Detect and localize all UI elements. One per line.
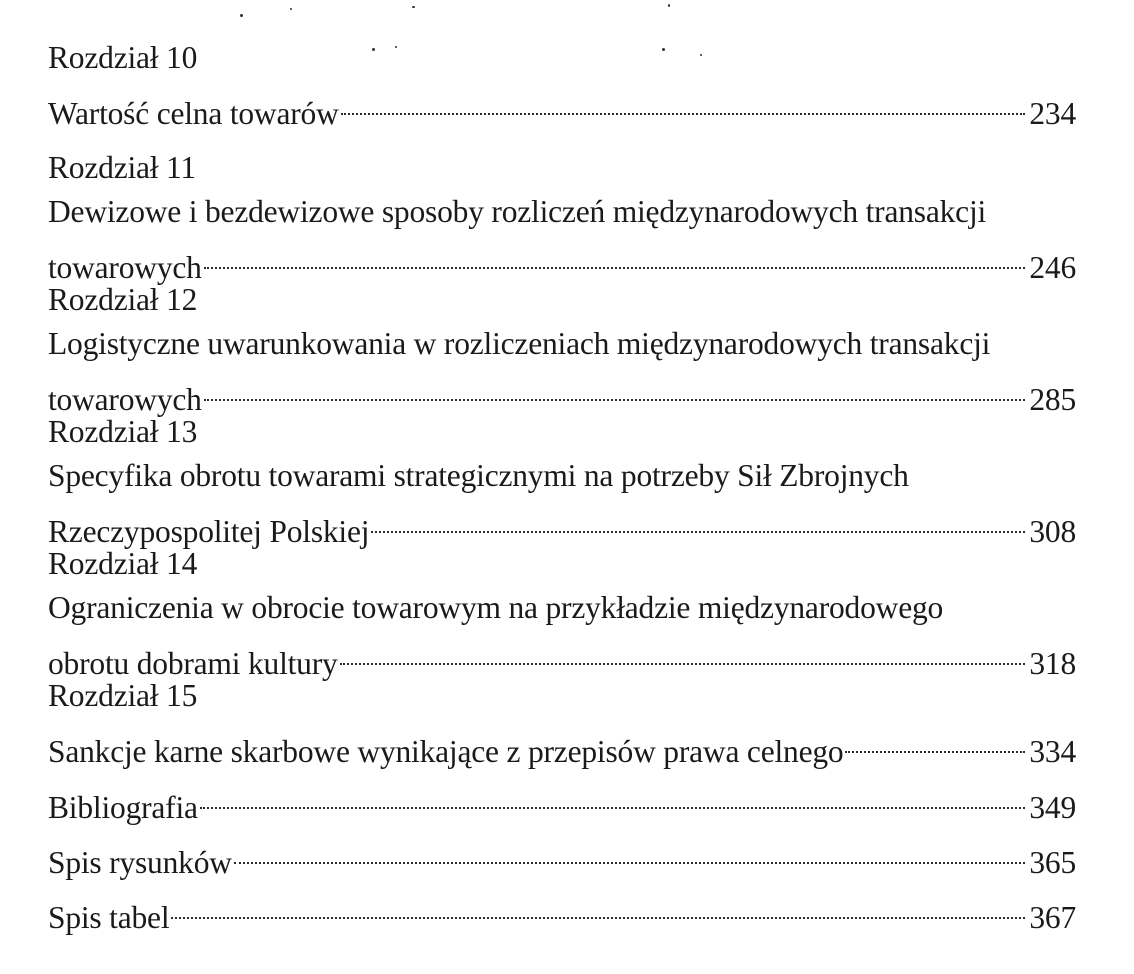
scan-speck	[668, 4, 670, 7]
page-number: 246	[1029, 250, 1076, 285]
chapter-title-line	[48, 586, 1076, 630]
page-number: 318	[1029, 646, 1076, 681]
chapter-label-text: Rozdział 15	[48, 678, 198, 713]
chapter-title: towarowych	[48, 382, 202, 417]
leader-dots	[340, 630, 1026, 674]
page-number: 349	[1029, 790, 1076, 825]
leader-dots	[200, 774, 1026, 818]
chapter-title: Dewizowe i bezdewizowe sposoby rozliczeń międzynarodowych transakcji	[48, 194, 987, 229]
chapter-label	[48, 36, 1076, 80]
chapter-title: Ograniczenia w obrocie towarowym na przykładzie międzynarodowego	[48, 590, 944, 625]
leader-dots	[845, 718, 1025, 762]
page-number: 365	[1029, 845, 1076, 880]
chapter-label-text: Rozdział 10	[48, 40, 198, 75]
page-number: 367	[1029, 900, 1076, 935]
chapter-title-line	[48, 322, 1076, 366]
chapter-title: Wartość celna towarów	[48, 96, 339, 131]
chapter-label	[48, 278, 1076, 322]
toc-line	[48, 234, 1076, 285]
chapter-label-text: Rozdział 14	[48, 546, 198, 581]
toc-entry-list-of-tables	[48, 884, 1076, 935]
toc-entry-chapter-12	[48, 278, 1076, 417]
leader-dots	[341, 80, 1026, 124]
chapter-title: towarowych	[48, 250, 202, 285]
leader-dots	[371, 498, 1025, 542]
toc-entry-chapter-14	[48, 542, 1076, 681]
toc-line	[48, 630, 1076, 681]
leader-dots	[234, 829, 1026, 873]
section-title: Bibliografia	[48, 790, 198, 825]
section-title: Spis rysunków	[48, 845, 232, 880]
page-number: 234	[1029, 96, 1076, 131]
toc-line	[48, 80, 1076, 131]
chapter-label	[48, 146, 1076, 190]
chapter-title-line	[48, 454, 1076, 498]
chapter-title: Specyfika obrotu towarami strategicznymi na potrzeby Sił Zbrojnych	[48, 458, 909, 493]
page-number: 308	[1029, 514, 1076, 549]
leader-dots	[204, 234, 1026, 278]
toc-line	[48, 498, 1076, 549]
chapter-label-text: Rozdział 11	[48, 150, 196, 185]
chapter-label-text: Rozdział 12	[48, 282, 198, 317]
chapter-title: Rzeczypospolitej Polskiej	[48, 514, 370, 549]
chapter-title: Sankcje karne skarbowe wynikające z przepisów prawa celnego	[48, 734, 844, 769]
page-number: 285	[1029, 382, 1076, 417]
leader-dots	[171, 884, 1025, 928]
toc-entry-chapter-11	[48, 146, 1076, 285]
table-of-contents	[48, 36, 1076, 935]
scan-speck	[240, 14, 243, 17]
leader-dots	[204, 366, 1026, 410]
chapter-label-text: Rozdział 13	[48, 414, 198, 449]
chapter-label	[48, 410, 1076, 454]
toc-entry-chapter-15	[48, 674, 1076, 769]
page-number: 334	[1029, 734, 1076, 769]
toc-entry-list-of-figures	[48, 829, 1076, 880]
chapter-title: obrotu dobrami kultury	[48, 646, 338, 681]
chapter-title-line	[48, 190, 1076, 234]
toc-entry-chapter-13	[48, 410, 1076, 549]
chapter-title: Logistyczne uwarunkowania w rozliczeniach międzynarodowych transakcji	[48, 326, 991, 361]
toc-line	[48, 718, 1076, 769]
toc-entry-chapter-10	[48, 36, 1076, 131]
toc-line	[48, 366, 1076, 417]
section-title: Spis tabel	[48, 900, 170, 935]
scan-speck	[412, 6, 415, 8]
toc-entry-bibliography	[48, 774, 1076, 825]
scan-speck	[290, 8, 292, 10]
